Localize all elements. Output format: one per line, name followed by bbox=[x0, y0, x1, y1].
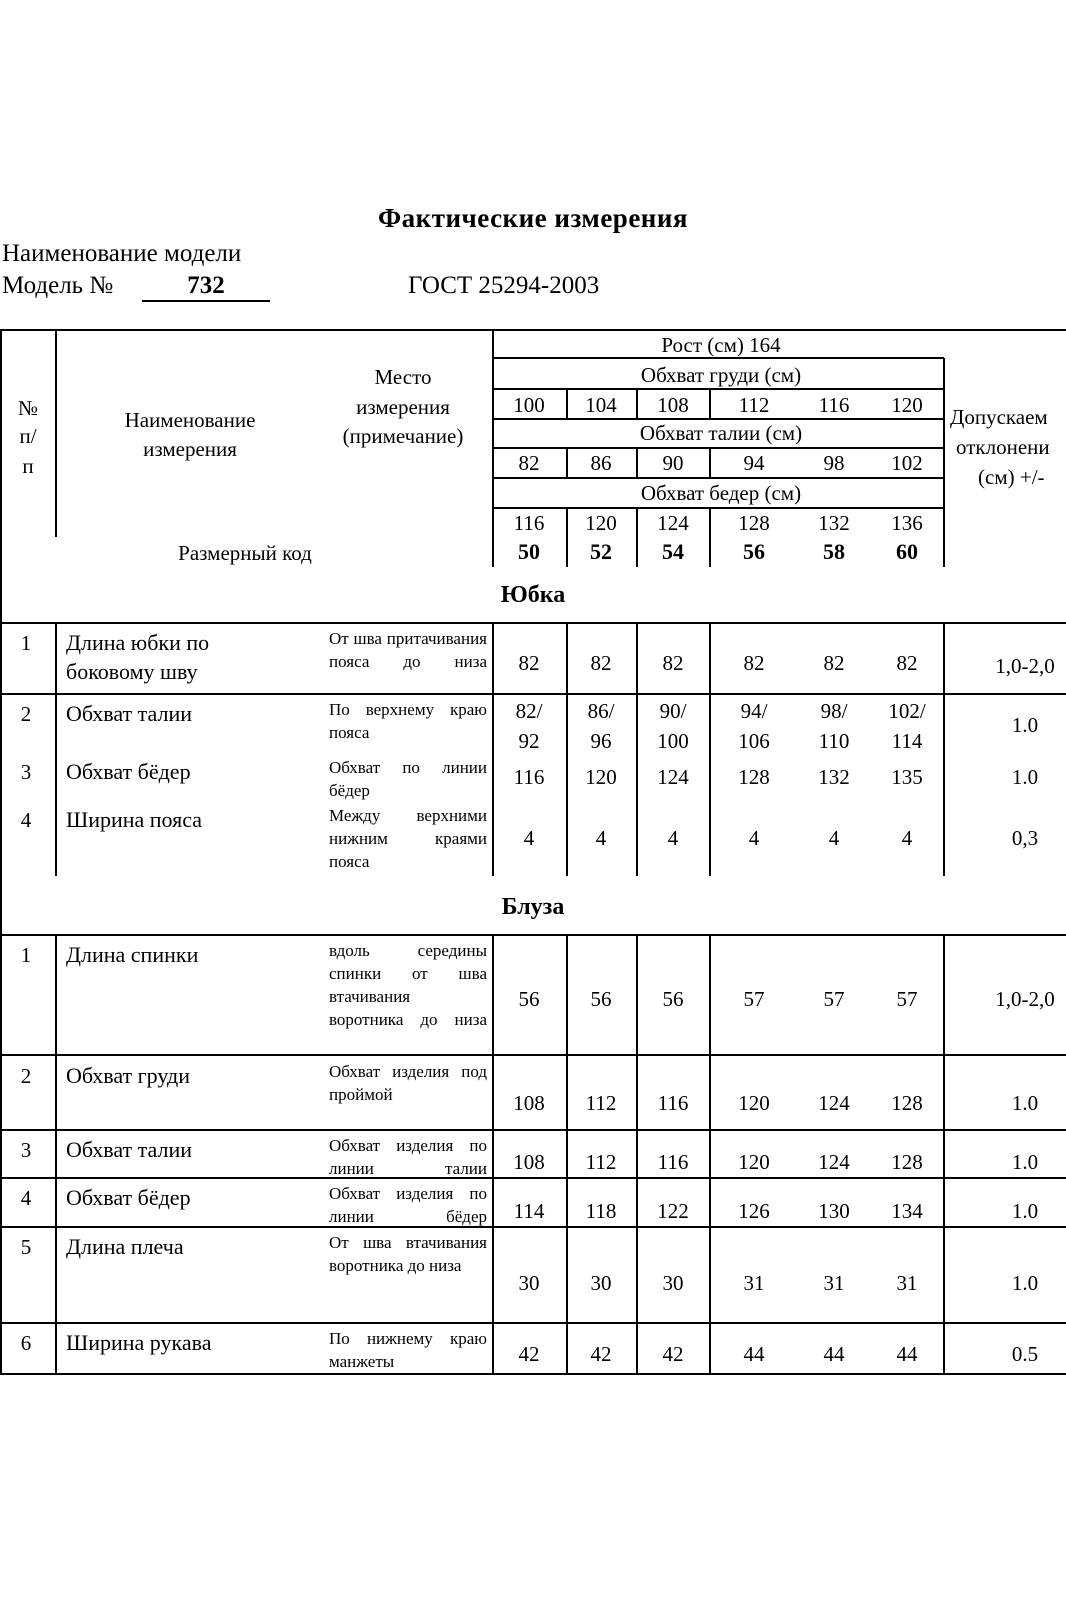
measurement-value: 108 bbox=[513, 1091, 545, 1115]
measurement-name: Длина юбки по bbox=[66, 630, 210, 655]
measurement-value: 30 bbox=[590, 1271, 612, 1295]
measurement-value: 110 bbox=[818, 729, 850, 753]
section-title: Юбка bbox=[500, 582, 566, 608]
measurement-name: Ширина рукава bbox=[66, 1330, 212, 1355]
measurement-value: 90/ bbox=[659, 699, 687, 723]
measurement-value: 4 bbox=[901, 826, 913, 850]
measurement-value: 44 bbox=[743, 1342, 765, 1366]
tolerance-value: 1.0 bbox=[1011, 713, 1039, 737]
tolerance-value: 1,0-2,0 bbox=[995, 654, 1055, 678]
measurement-value: 86/ bbox=[587, 699, 615, 723]
measurement-value: 44 bbox=[823, 1342, 845, 1366]
tolerance-value: 1.0 bbox=[1011, 1150, 1039, 1174]
row-number: 2 bbox=[20, 702, 32, 726]
measurement-place-note: Обхват изделия по линии бёдер bbox=[329, 1184, 487, 1226]
measurement-value: 124 bbox=[818, 1091, 850, 1115]
measurement-value: 31 bbox=[896, 1271, 918, 1295]
model-number-value: 732 bbox=[142, 272, 270, 302]
measurement-value: 120 bbox=[738, 1091, 770, 1115]
measurement-value: 57 bbox=[823, 987, 845, 1011]
no-col-header: п/ bbox=[19, 424, 37, 448]
measurement-value: 57 bbox=[896, 987, 918, 1011]
hip-size-cell: 116 bbox=[513, 511, 545, 535]
measurement-place-note: Обхват по линии бёдер bbox=[329, 758, 487, 800]
measurement-place-note: Между верхними нижним краями пояса bbox=[329, 806, 487, 871]
size-code-cell: 56 bbox=[743, 539, 765, 564]
row-number: 1 bbox=[20, 631, 32, 655]
measurement-value: 4 bbox=[748, 826, 760, 850]
measurement-value: 116 bbox=[513, 765, 545, 789]
row-number: 2 bbox=[20, 1064, 32, 1088]
measurement-place-note: вдоль середины спинки от шва втачивания воротника до низа bbox=[329, 941, 487, 1029]
measurement-value: 98/ bbox=[820, 699, 848, 723]
gost-standard: ГОСТ 25294-2003 bbox=[408, 272, 600, 299]
measurement-value: 42 bbox=[662, 1342, 684, 1366]
waist-size-cell: 94 bbox=[743, 451, 765, 475]
place-col-header: Место bbox=[374, 365, 432, 389]
measurement-value: 30 bbox=[518, 1271, 540, 1295]
measurement-value: 120 bbox=[585, 765, 617, 789]
measurement-value: 82 bbox=[823, 651, 845, 675]
measurement-name: Обхват бёдер bbox=[66, 759, 191, 784]
hip-size-cell: 132 bbox=[818, 511, 850, 535]
measurement-value: 82 bbox=[743, 651, 765, 675]
measurement-value: 124 bbox=[818, 1150, 850, 1174]
size-code-cell: 52 bbox=[590, 539, 612, 564]
measurement-name: Обхват бёдер bbox=[66, 1185, 191, 1210]
waist-size-cell: 102 bbox=[891, 451, 923, 475]
waist-size-cell: 90 bbox=[662, 451, 684, 475]
measurement-value: 4 bbox=[595, 826, 607, 850]
section-title: Блуза bbox=[501, 894, 565, 920]
measurement-value: 102/ bbox=[888, 699, 926, 723]
measurement-value: 92 bbox=[518, 729, 540, 753]
measurement-place-note: От шва притачивания пояса до низа bbox=[329, 629, 487, 671]
tolerance-header: Допускаем bbox=[950, 405, 1048, 429]
measurement-value: 134 bbox=[891, 1199, 923, 1223]
measurement-name: Длина спинки bbox=[66, 942, 199, 967]
height-header: Рост (см) 164 bbox=[661, 333, 781, 357]
size-code-cell: 60 bbox=[896, 539, 918, 564]
measurement-value: 100 bbox=[657, 729, 689, 753]
waist-size-cell: 82 bbox=[518, 451, 540, 475]
measurement-value: 126 bbox=[738, 1199, 770, 1223]
measurement-value: 116 bbox=[657, 1150, 689, 1174]
tolerance-value: 0,3 bbox=[1011, 826, 1039, 850]
waist-size-cell: 98 bbox=[823, 451, 845, 475]
measurement-value: 31 bbox=[743, 1271, 765, 1295]
row-number: 5 bbox=[20, 1235, 32, 1259]
tolerance-value: 1,0-2,0 bbox=[995, 987, 1055, 1011]
name-col-header: измерения bbox=[143, 437, 237, 461]
size-code-cell: 58 bbox=[823, 539, 845, 564]
chest-size-cell: 112 bbox=[738, 393, 770, 417]
measurement-value: 112 bbox=[585, 1150, 617, 1174]
measurement-value: 122 bbox=[657, 1199, 689, 1223]
tolerance-value: 1.0 bbox=[1011, 765, 1039, 789]
measurement-value: 4 bbox=[667, 826, 679, 850]
measurement-value: 4 bbox=[828, 826, 840, 850]
measurement-name: Обхват талии bbox=[66, 1137, 193, 1162]
row-number: 3 bbox=[20, 760, 32, 784]
hip-size-cell: 120 bbox=[585, 511, 617, 535]
document-title: Фактические измерения bbox=[377, 203, 689, 233]
row-number: 4 bbox=[20, 808, 32, 832]
chest-size-cell: 108 bbox=[657, 393, 689, 417]
measurement-value: 124 bbox=[657, 765, 689, 789]
measurement-value: 130 bbox=[818, 1199, 850, 1223]
measurement-value: 114 bbox=[513, 1199, 545, 1223]
measurement-value: 120 bbox=[738, 1150, 770, 1174]
waist-girth-label: Обхват талии (см) bbox=[639, 421, 803, 445]
measurement-name: Ширина пояса bbox=[66, 807, 203, 832]
measurement-value: 94/ bbox=[740, 699, 768, 723]
chest-size-cell: 120 bbox=[891, 393, 923, 417]
name-col-header: Наименование bbox=[124, 408, 256, 432]
hip-size-cell: 136 bbox=[891, 511, 923, 535]
measurement-value: 116 bbox=[657, 1091, 689, 1115]
model-number-label: Модель № bbox=[2, 272, 114, 299]
measurement-name: Обхват талии bbox=[66, 701, 193, 726]
hip-girth-label: Обхват бедер (см) bbox=[640, 481, 802, 505]
measurement-value: 56 bbox=[518, 987, 540, 1011]
measurement-value: 42 bbox=[518, 1342, 540, 1366]
chest-size-cell: 100 bbox=[513, 393, 545, 417]
measurement-value: 82/ bbox=[515, 699, 543, 723]
place-col-header: (примечание) bbox=[342, 424, 464, 448]
measurement-value: 44 bbox=[896, 1342, 918, 1366]
no-col-header: п bbox=[22, 454, 34, 478]
measurement-value: 108 bbox=[513, 1150, 545, 1174]
measurement-value: 128 bbox=[738, 765, 770, 789]
measurement-name: Обхват груди bbox=[66, 1063, 190, 1088]
measurement-value: 30 bbox=[662, 1271, 684, 1295]
row-number: 3 bbox=[20, 1138, 32, 1162]
row-number: 6 bbox=[20, 1331, 32, 1355]
measurement-value: 96 bbox=[590, 729, 612, 753]
measurement-value: 82 bbox=[896, 651, 918, 675]
measurement-value: 114 bbox=[891, 729, 923, 753]
chest-size-cell: 104 bbox=[585, 393, 617, 417]
tolerance-value: 1.0 bbox=[1011, 1271, 1039, 1295]
measurement-value: 31 bbox=[823, 1271, 845, 1295]
measurement-place-note: Обхват изделия под проймой bbox=[329, 1062, 487, 1104]
chest-size-cell: 116 bbox=[818, 393, 850, 417]
measurement-place-note: По верхнему краю пояса bbox=[329, 700, 487, 742]
tolerance-value: 1.0 bbox=[1011, 1091, 1039, 1115]
measurement-value: 128 bbox=[891, 1091, 923, 1115]
size-code-cell: 54 bbox=[662, 539, 684, 564]
hip-size-cell: 124 bbox=[657, 511, 689, 535]
size-code-cell: 50 bbox=[518, 539, 540, 564]
measurement-value: 4 bbox=[523, 826, 535, 850]
measurement-value: 82 bbox=[590, 651, 612, 675]
measurement-value: 106 bbox=[738, 729, 770, 753]
measurement-value: 56 bbox=[662, 987, 684, 1011]
measurement-name: Длина плеча bbox=[66, 1234, 184, 1259]
measurement-value: 135 bbox=[891, 765, 923, 789]
row-number: 1 bbox=[20, 943, 32, 967]
measurement-place-note: По нижнему краю манжеты bbox=[329, 1329, 487, 1371]
measurement-place-note: Обхват изделия по линии талии bbox=[329, 1136, 487, 1178]
measurement-value: 128 bbox=[891, 1150, 923, 1174]
measurement-value: 112 bbox=[585, 1091, 617, 1115]
measurement-value: 57 bbox=[743, 987, 765, 1011]
model-name-label: Наименование модели bbox=[2, 240, 242, 267]
measurement-value: 82 bbox=[518, 651, 540, 675]
measurement-value: 42 bbox=[590, 1342, 612, 1366]
measurement-value: 118 bbox=[585, 1199, 617, 1223]
size-code-label: Размерный код bbox=[178, 541, 312, 565]
place-col-header: измерения bbox=[356, 395, 450, 419]
waist-size-cell: 86 bbox=[590, 451, 612, 475]
measurement-value: 82 bbox=[662, 651, 684, 675]
row-number: 4 bbox=[20, 1186, 32, 1210]
tolerance-value: 0.5 bbox=[1011, 1342, 1039, 1366]
tolerance-value: 1.0 bbox=[1011, 1199, 1039, 1223]
tolerance-header: (см) +/- bbox=[978, 465, 1045, 489]
measurement-value: 56 bbox=[590, 987, 612, 1011]
chest-girth-label: Обхват груди (см) bbox=[640, 363, 802, 387]
no-col-header: № bbox=[18, 396, 39, 420]
tolerance-header: отклонени bbox=[956, 435, 1050, 459]
measurement-name: боковому шву bbox=[66, 659, 198, 684]
hip-size-cell: 128 bbox=[738, 511, 770, 535]
measurement-value: 132 bbox=[818, 765, 850, 789]
measurement-place-note: От шва втачивания воротника до низа bbox=[329, 1233, 487, 1275]
